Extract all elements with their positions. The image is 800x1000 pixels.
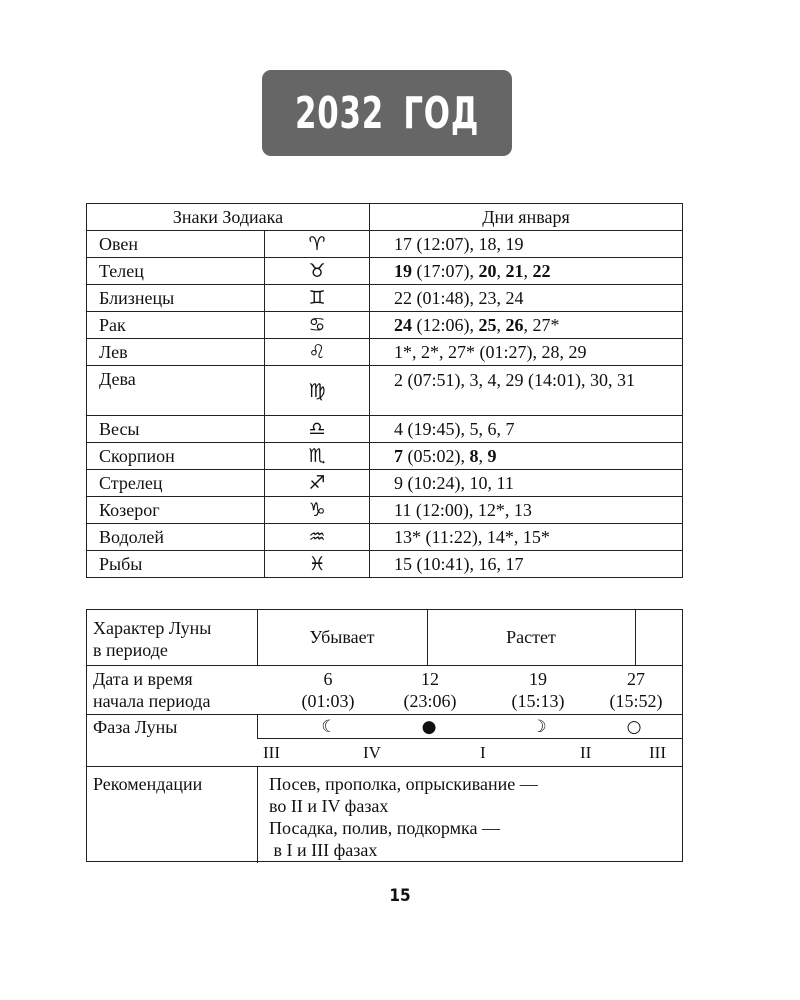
libra-icon: ♎ [265,416,370,443]
header-signs: Знаки Зодиака [87,204,370,231]
year-title-banner [262,70,512,156]
moon-table [86,609,683,862]
zodiac-days: 19 (17:07), 20, 21, 22 [370,258,683,285]
waning-label: Убывает [309,627,375,647]
phase-number: II [580,743,592,762]
zodiac-row [87,551,683,578]
phase-label: Фаза Луны [93,717,178,737]
page-number: 15 [389,886,411,906]
pisces-icon: ♓ [265,551,370,578]
zodiac-sign-name: Рак [87,312,265,339]
moon-divider [257,738,682,739]
zodiac-sign-name: Овен [87,231,265,258]
zodiac-days: 17 (12:07), 18, 19 [370,231,683,258]
zodiac-days: 4 (19:45), 5, 6, 7 [370,416,683,443]
zodiac-table-header [87,204,683,231]
cancer-icon: ♋ [265,312,370,339]
zodiac-row [87,339,683,366]
gemini-icon: ♊ [265,285,370,312]
leo-icon: ♌ [265,339,370,366]
zodiac-row [87,285,683,312]
zodiac-row [87,416,683,443]
header-days: Дни января [370,204,683,231]
zodiac-days: 13* (11:22), 14*, 15* [370,524,683,551]
period-date: 27 (15:52) [609,669,663,711]
moon-character-label: Характер Луны в периоде [93,618,212,660]
new-moon-icon: ● [421,717,437,737]
virgo-icon: ♍ [265,366,370,416]
zodiac-sign-name: Водолей [87,524,265,551]
zodiac-days: 7 (05:02), 8, 9 [370,443,683,470]
full-moon-icon: ○ [626,717,642,737]
zodiac-sign-name: Лев [87,339,265,366]
moon-divider [257,714,258,738]
phase-number: IV [363,743,381,762]
aries-icon: ♈ [265,231,370,258]
zodiac-row [87,470,683,497]
zodiac-row [87,524,683,551]
zodiac-days: 11 (12:00), 12*, 13 [370,497,683,524]
zodiac-days: 15 (10:41), 16, 17 [370,551,683,578]
zodiac-row [87,497,683,524]
zodiac-days: 9 (10:24), 10, 11 [370,470,683,497]
sagittarius-icon: ♐ [265,470,370,497]
zodiac-row [87,231,683,258]
zodiac-row [87,443,683,470]
phase-number: III [649,743,666,762]
moon-divider [635,610,636,665]
zodiac-row [87,366,683,416]
moon-divider [87,665,682,666]
zodiac-sign-name: Рыбы [87,551,265,578]
zodiac-days: 2 (07:51), 3, 4, 29 (14:01), 30, 31 [370,366,683,416]
recommendations-text: Посев, прополка, опрыскивание — во II и IV фазах Посадка, полив, подкормка — в I и III фазах [269,774,538,860]
aquarius-icon: ♒ [265,524,370,551]
capricorn-icon: ♑ [265,497,370,524]
phase-number: I [480,743,486,762]
waxing-label: Растет [506,627,556,647]
waning-crescent-icon: ☾ [321,717,337,737]
phase-number: III [263,743,280,762]
zodiac-sign-name: Стрелец [87,470,265,497]
moon-divider [257,766,258,863]
zodiac-row [87,312,683,339]
zodiac-days: 24 (12:06), 25, 26, 27* [370,312,683,339]
moon-divider [87,714,682,715]
date-label: Дата и время начала периода [93,669,211,711]
zodiac-sign-name: Дева [87,366,265,416]
moon-divider [87,766,682,767]
zodiac-sign-name: Близнецы [87,285,265,312]
zodiac-sign-name: Весы [87,416,265,443]
taurus-icon: ♉ [265,258,370,285]
zodiac-sign-name: Козерог [87,497,265,524]
period-date: 6 (01:03) [301,669,355,711]
period-date: 19 (15:13) [511,669,565,711]
zodiac-table [86,203,683,578]
zodiac-sign-name: Скорпион [87,443,265,470]
recommendations-label: Рекомендации [93,774,203,794]
period-date: 12 (23:06) [403,669,457,711]
scorpio-icon: ♏ [265,443,370,470]
zodiac-days: 1*, 2*, 27* (01:27), 28, 29 [370,339,683,366]
zodiac-sign-name: Телец [87,258,265,285]
zodiac-days: 22 (01:48), 23, 24 [370,285,683,312]
waxing-crescent-icon: ☽ [531,717,547,737]
zodiac-row [87,258,683,285]
year-title: 2032 ГОД [294,87,480,139]
